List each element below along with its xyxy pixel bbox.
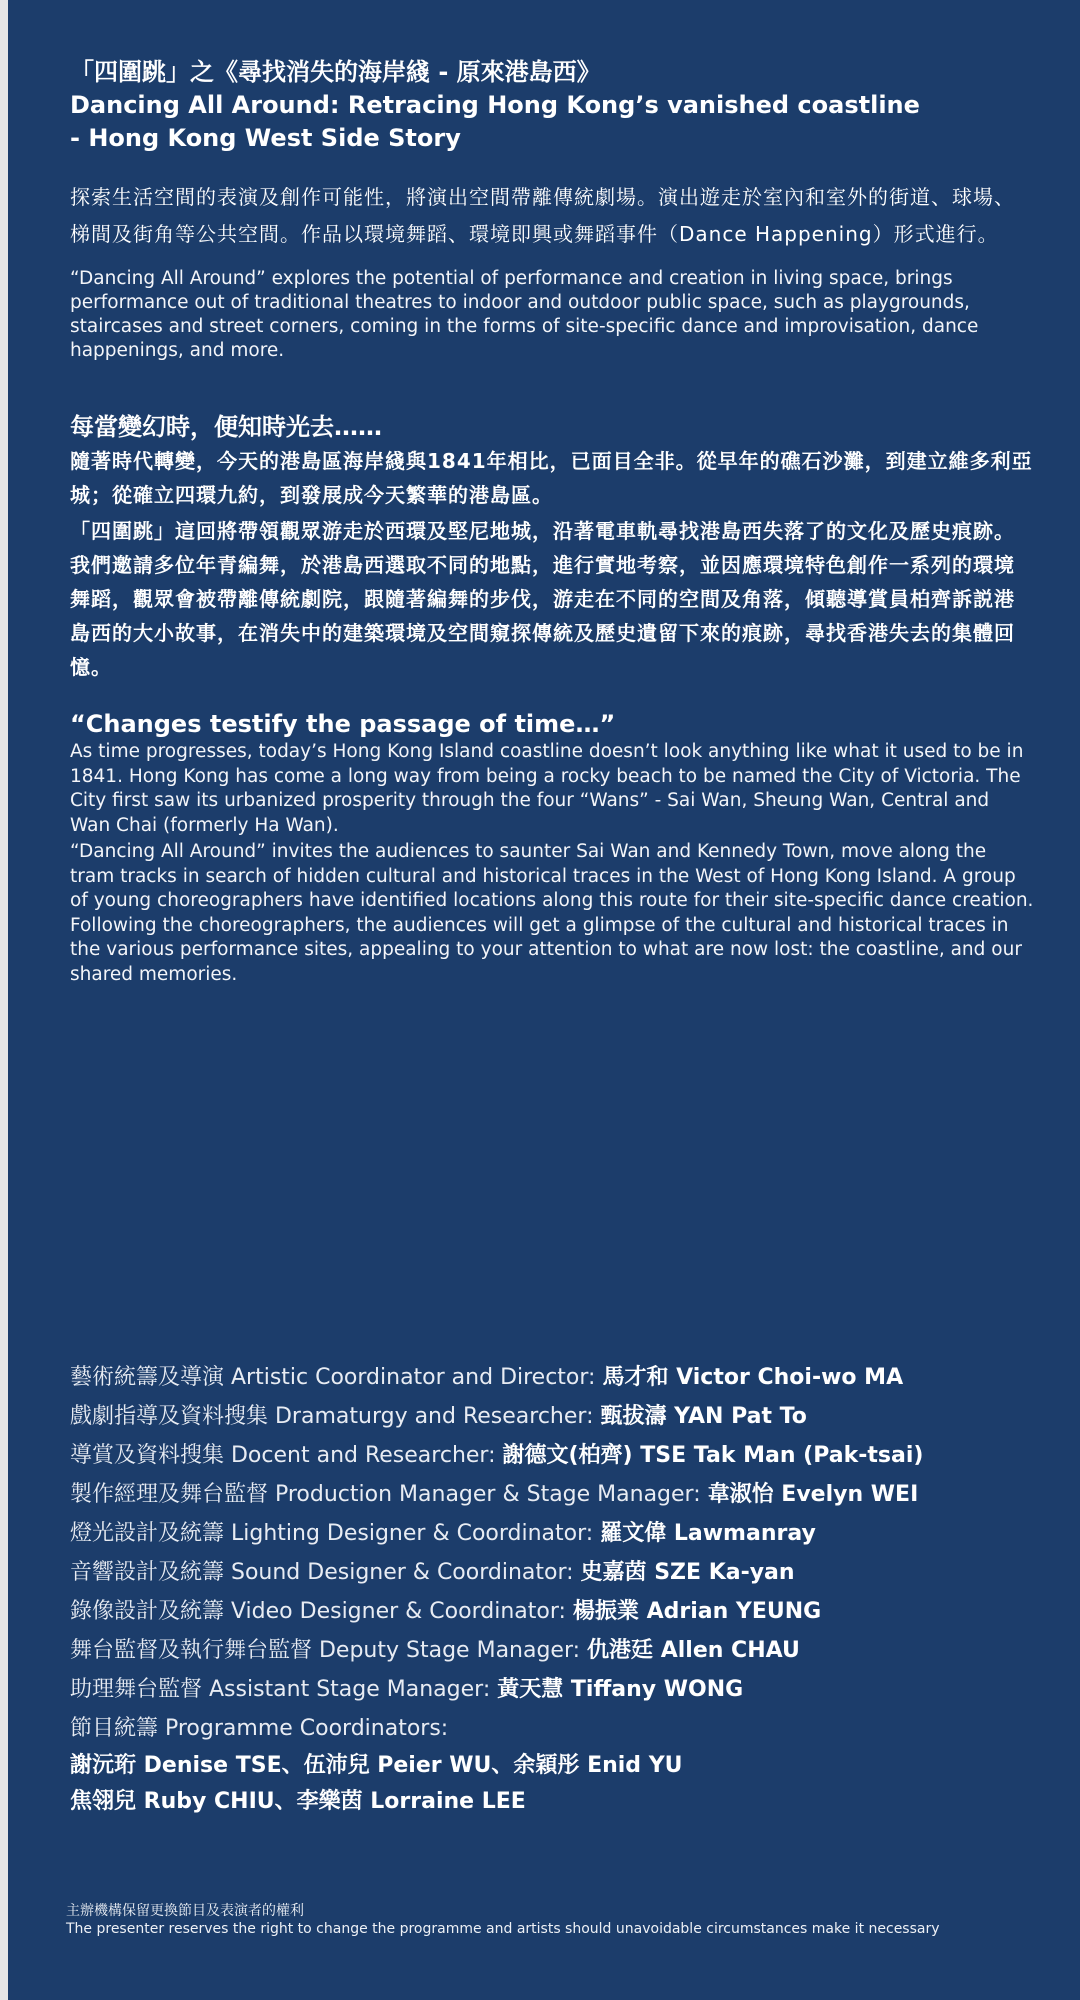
credit-role: 舞台監督及執行舞台監督 Deputy Stage Manager:: [70, 1638, 581, 1663]
intro-en: “Dancing All Around” explores the potential of performance and creation in living space, brings performance out of traditional theatres to indoor and outdoor public space, such as playgrounds, staircases and street corners, coming in the forms of site-specific dance and improvisation, dance happenings, and more.: [70, 268, 979, 361]
footer-note: [66, 1902, 1056, 1938]
credit-name: 謝德文(柏齊) TSE Tak Man (Pak-tsai): [502, 1443, 924, 1468]
credit-role: 導賞及資料搜集 Docent and Researcher:: [70, 1443, 496, 1468]
credit-row: [70, 1358, 1035, 1397]
credit-row: [70, 1553, 1035, 1592]
credit-role: 錄像設計及統籌 Video Designer & Coordinator:: [70, 1599, 566, 1624]
section-en-heading: “Changes testify the passage of time…”: [70, 710, 616, 738]
programme-label: 節目統籌 Programme Coordinators:: [70, 1716, 449, 1741]
intro-zh: 探索生活空間的表演及創作可能性，將演出空間帶離傳統劇場。演出遊走於室內和室外的街道、球場、梯間及街角等公共空間。作品以環境舞蹈、環境即興或舞蹈事件（Dance Happening）形式進行。: [70, 185, 1015, 246]
credit-role: 音響設計及統籌 Sound Designer & Coordinator:: [70, 1560, 574, 1585]
section-zh-heading: 每當變幻時，便知時光去……: [70, 413, 382, 441]
credit-role: 製作經理及舞台監督 Production Manager & Stage Manager:: [70, 1482, 701, 1507]
credit-role: 藝術統籌及導演 Artistic Coordinator and Director:: [70, 1365, 596, 1390]
section-zh-para1: 隨著時代轉變，今天的港島區海岸綫與1841年相比，已面目全非。從早年的礁石沙灘，到建立維多利亞城；從確立四環九約，到發展成今天繁華的港島區。: [70, 449, 1033, 507]
credit-name: 黃天慧 Tiffany WONG: [497, 1677, 744, 1702]
credit-role: 戲劇指導及資料搜集 Dramaturgy and Researcher:: [70, 1404, 594, 1429]
credit-row: [70, 1397, 1035, 1436]
page-edge: [0, 0, 8, 2000]
credit-row: [70, 1436, 1035, 1475]
credit-name: 韋淑怡 Evelyn WEI: [707, 1482, 919, 1507]
title-zh: 「四圍跳」之《尋找消失的海岸綫 - 原來港島西》: [70, 58, 601, 86]
leaflet-page: [8, 0, 1080, 2000]
programme-coordinators-line1: 謝沅珩 Denise TSE、伍沛兒 Peier WU、余穎彤 Enid YU: [70, 1753, 683, 1778]
credit-name: 楊振業 Adrian YEUNG: [572, 1599, 822, 1624]
section-en: [70, 710, 1035, 987]
programme-coordinators-line2: 焦翎兒 Ruby CHIU、李樂茵 Lorraine LEE: [70, 1789, 526, 1814]
credit-name: 甄拔濤 YAN Pat To: [600, 1404, 807, 1429]
section-zh: [70, 407, 1035, 684]
credit-row: [70, 1592, 1035, 1631]
title-en-line2: - Hong Kong West Side Story: [70, 124, 461, 152]
credits-list: [70, 1358, 1035, 1820]
credit-row: [70, 1670, 1035, 1709]
credit-role: 燈光設計及統籌 Lighting Designer & Coordinator:: [70, 1521, 594, 1546]
credit-row: [70, 1475, 1035, 1514]
footer-en: The presenter reserves the right to change the programme and artists should unavoidable circumstances make it necessary: [66, 1921, 940, 1937]
credit-name: 仇港廷 Allen CHAU: [587, 1638, 800, 1663]
section-en-para1: As time progresses, today’s Hong Kong Island coastline doesn’t look anything like what it used to be in 1841. Hong Kong has come a long way from being a rocky beach to be named the City of Victoria. The City first saw its urbanized prosperity through the four “Wans” - Sai Wan, Sheung Wan, Central and Wan Chai (formerly Ha Wan).: [70, 741, 1024, 836]
title-en-line1: Dancing All Around: Retracing Hong Kong’s vanished coastline: [70, 91, 920, 119]
footer-zh: 主辦機構保留更換節目及表演者的權利: [66, 1903, 304, 1919]
programme-label-row: [70, 1709, 1035, 1748]
credit-row: [70, 1631, 1035, 1670]
credit-name: 羅文偉 Lawmanray: [600, 1521, 816, 1546]
credit-role: 助理舞台監督 Assistant Stage Manager:: [70, 1677, 491, 1702]
main-content: [70, 56, 1035, 987]
section-en-para2: “Dancing All Around” invites the audiences to saunter Sai Wan and Kennedy Town, move along the tram tracks in search of hidden cultural and historical traces in the West of Hong Kong Island. A group of young choreographers have identified locations along this route for their site-specific dance creation. Following the choreographers, the audiences will get a glimpse of the cultural and historical traces in the various performance sites, appealing to your attention to what are now lost: the coastline, and our shared memories.: [70, 841, 1034, 985]
section-zh-para2: 「四圍跳」這回將帶領觀眾游走於西環及堅尼地城，沿著電車軌尋找港島西失落了的文化及歷史痕跡。我們邀請多位年青編舞，於港島西選取不同的地點，進行實地考察，並因應環境特色創作一系列的環境舞蹈，觀眾會被帶離傳統劇院，跟隨著編舞的步伐，游走在不同的空間及角落，傾聽導賞員柏齊訴説港島西的大小故事，在消失中的建築環境及空間窺探傳統及歷史遺留下來的痕跡，尋找香港失去的集體回憶。: [70, 519, 1015, 679]
credit-name: 史嘉茵 SZE Ka-yan: [580, 1560, 795, 1585]
credit-name: 馬才和 Victor Choi-wo MA: [602, 1365, 904, 1390]
credit-row: [70, 1514, 1035, 1553]
